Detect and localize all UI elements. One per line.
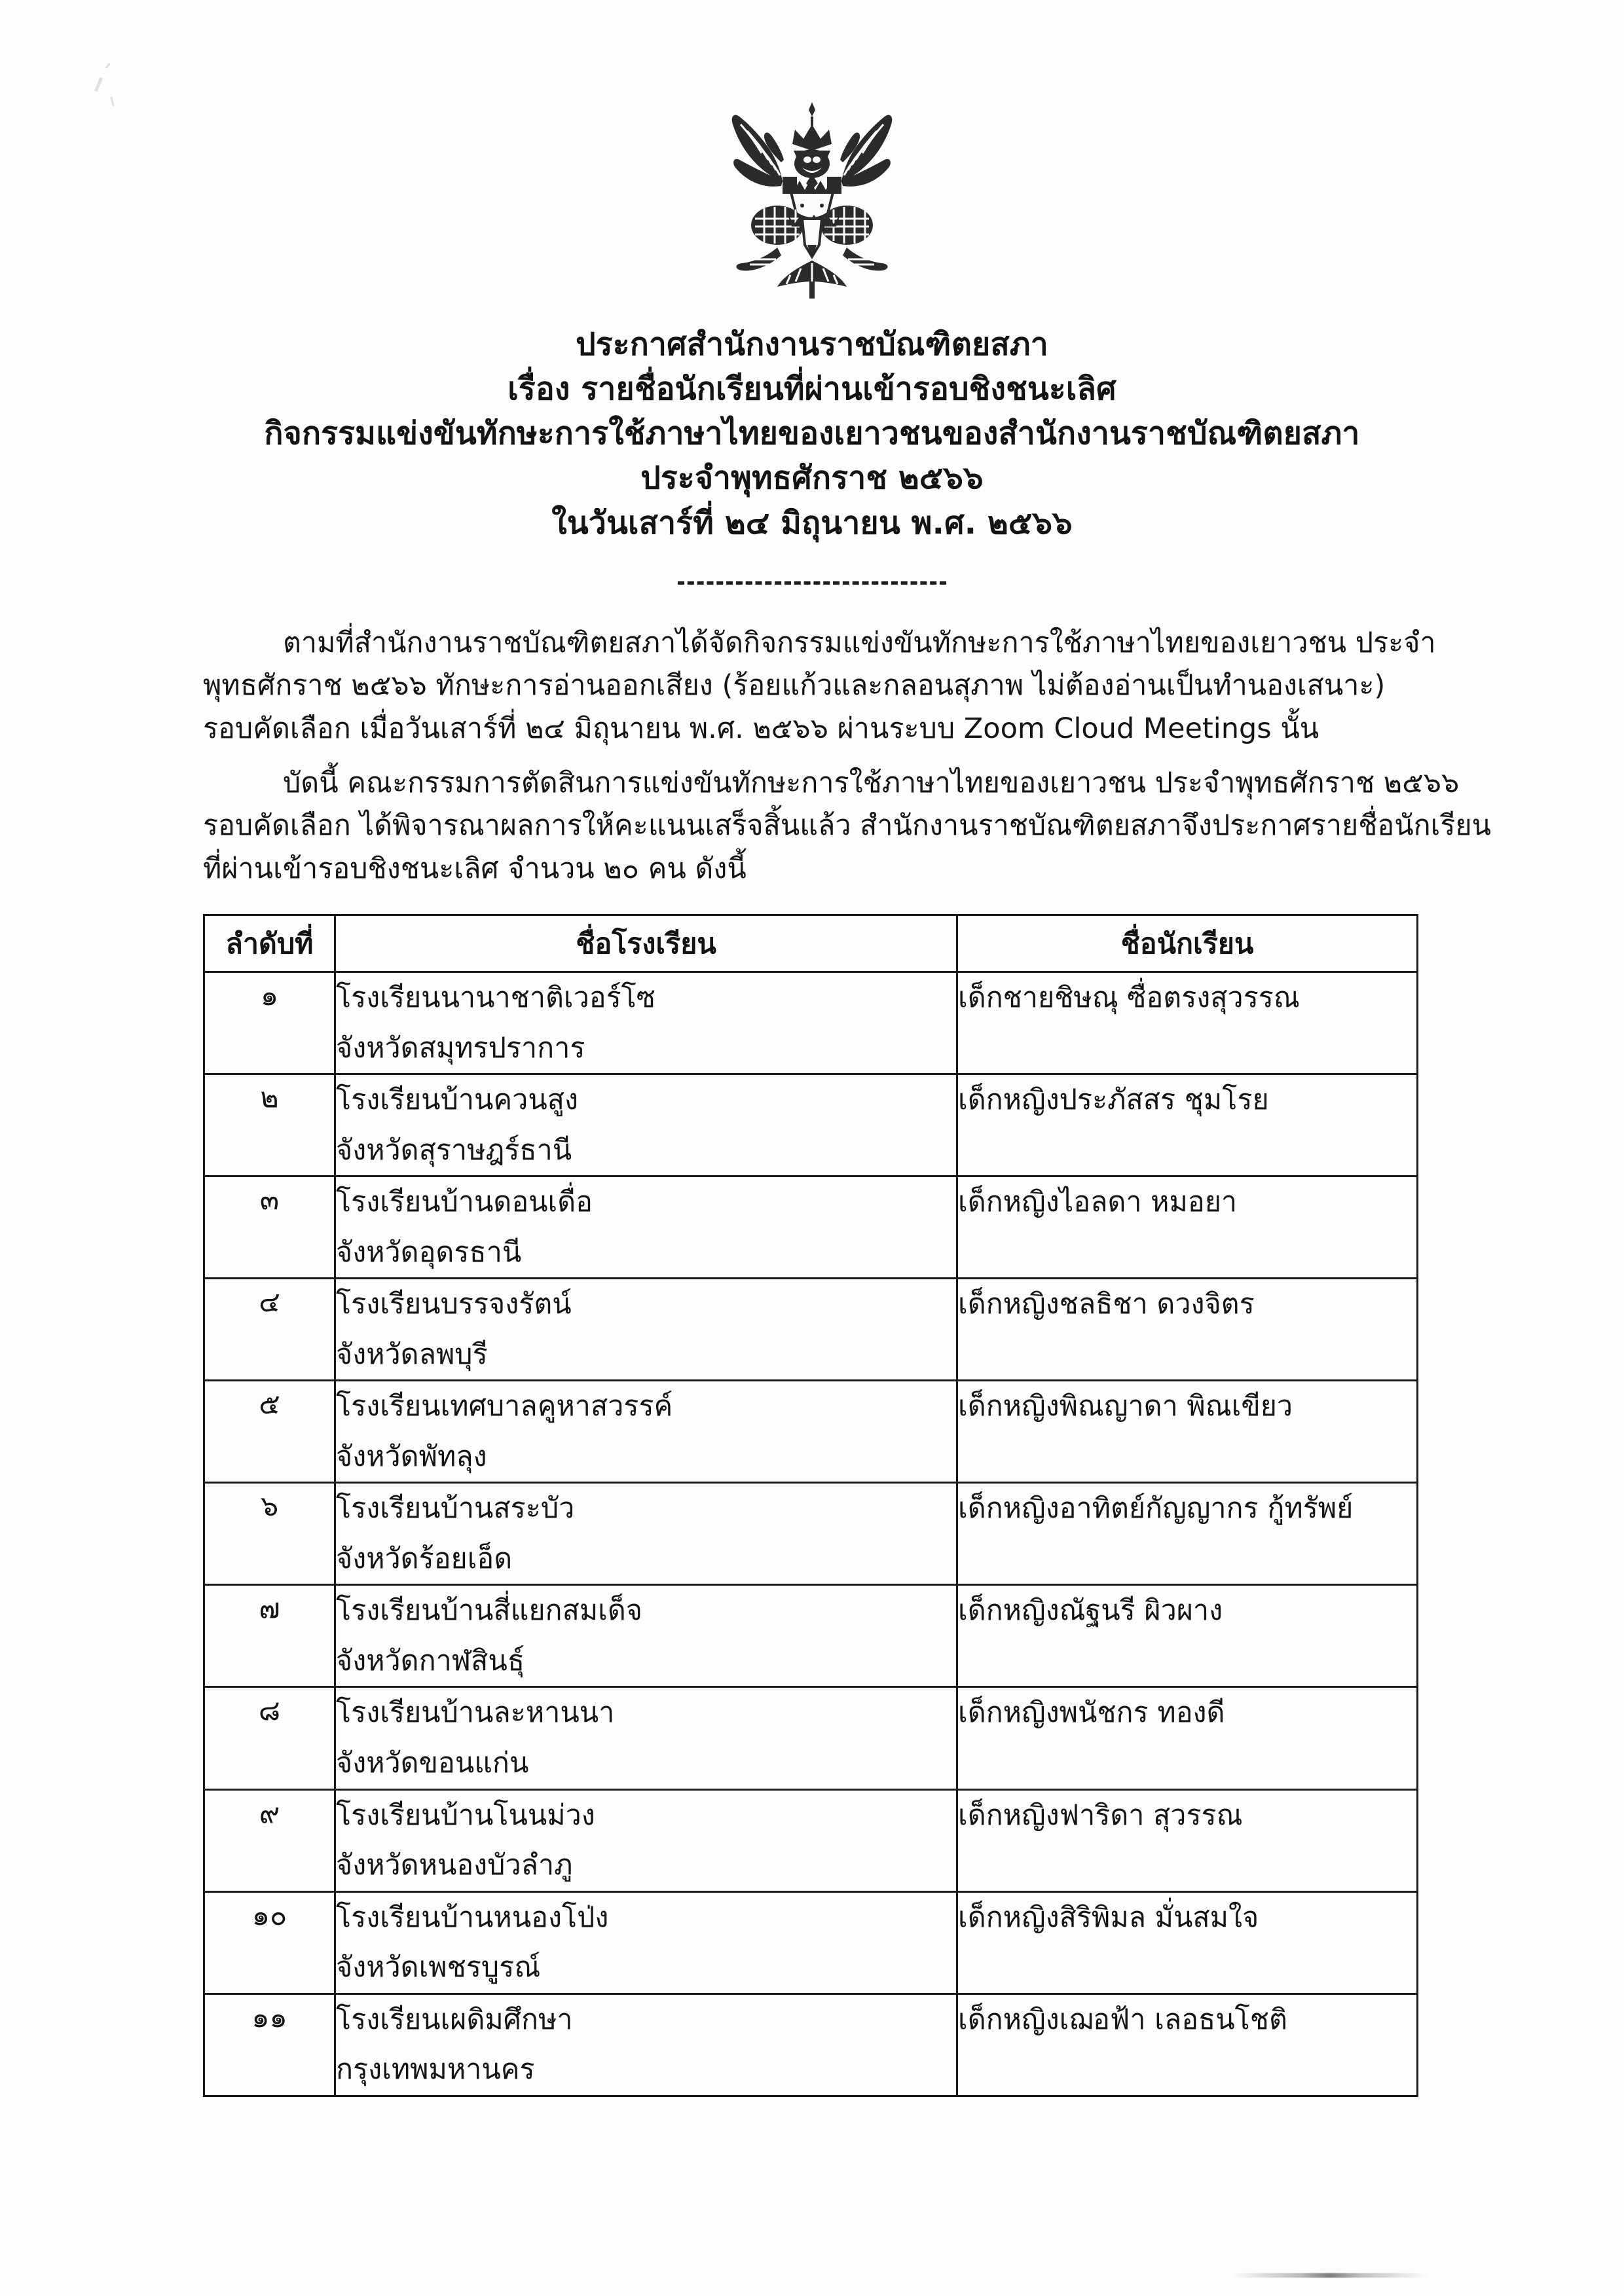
cell-school	[335, 1176, 957, 1279]
cell-school	[335, 1891, 957, 1994]
cell-school	[335, 1994, 957, 2096]
cell-student: เด็กหญิงสิริพิมล มั่นสมใจ	[957, 1891, 1418, 1994]
school-name: โรงเรียนบ้านสี่แยกสมเด็จ	[336, 1594, 643, 1628]
emblem-container	[0, 90, 1624, 300]
cell-student: เด็กหญิงณัฐนรี ผิวผาง	[957, 1585, 1418, 1687]
cell-school	[335, 1381, 957, 1483]
cell-no: ๓	[204, 1176, 335, 1279]
paragraph-1	[203, 622, 1436, 750]
table-row	[204, 1074, 1418, 1176]
school-province: จังหวัดสุราษฎร์ธานี	[336, 1133, 572, 1167]
cell-no: ๖	[204, 1483, 335, 1585]
results-table	[203, 914, 1418, 2097]
table-header-row	[204, 915, 1418, 972]
school-name: โรงเรียนบ้านควนสูง	[336, 1084, 578, 1117]
table-row	[204, 1176, 1418, 1279]
table-row	[204, 1585, 1418, 1687]
cell-student: เด็กหญิงชลธิชา ดวงจิตร	[957, 1279, 1418, 1381]
column-header-no: ลำดับที่	[204, 915, 335, 972]
cell-no: ๘	[204, 1687, 335, 1789]
paragraph-2-line-1: บัดนี้ คณะกรรมการตัดสินการแข่งขันทักษะการใช้ภาษาไทยของเยาวชน ประจำพุทธศักราช ๒๕๖๖	[283, 767, 1460, 800]
cell-student: เด็กหญิงพนัชกร ทองดี	[957, 1687, 1418, 1789]
school-province: จังหวัดอุดรธานี	[336, 1235, 522, 1269]
paragraph-1-line-2: พุทธศักราช ๒๕๖๖ ทักษะการอ่านออกเสียง (ร้อยแก้วและกลอนสุภาพ ไม่ต้องอ่านเป็นทำนองเสนาะ)	[203, 669, 1386, 702]
body-text	[203, 622, 1492, 890]
cell-no: ๑๐	[204, 1891, 335, 1994]
cell-no: ๗	[204, 1585, 335, 1687]
school-name: โรงเรียนเผดิมศึกษา	[336, 2003, 573, 2036]
paragraph-1-line-1: ตามที่สำนักงานราชบัณฑิตยสภาได้จัดกิจกรรมแข่งขันทักษะการใช้ภาษาไทยของเยาวชน ประจำ	[283, 627, 1436, 659]
title-line-4: ประจำพุทธศักราช ๒๕๖๖	[640, 460, 984, 497]
column-header-student: ชื่อนักเรียน	[957, 915, 1418, 972]
title-line-5: ในวันเสาร์ที่ ๒๔ มิถุนายน พ.ศ. ๒๕๖๖	[551, 504, 1073, 541]
cell-no: ๑	[204, 972, 335, 1074]
cell-student: เด็กหญิงประภัสสร ชุมโรย	[957, 1074, 1418, 1176]
table-row	[204, 1687, 1418, 1789]
cell-school	[335, 1687, 957, 1789]
cell-student: เด็กหญิงอาทิตย์กัญญากร กู้ทรัพย์	[957, 1483, 1418, 1585]
school-name: โรงเรียนบ้านดอนเดื่อ	[336, 1186, 593, 1219]
paragraph-2-line-2: รอบคัดเลือก ได้พิจารณาผลการให้คะแนนเสร็จสิ้นแล้ว สำนักงานราชบัณฑิตยสภาจึงประกาศรายชื่อนักเรียน	[203, 809, 1492, 843]
cell-no: ๑๑	[204, 1994, 335, 2096]
cell-school	[335, 1279, 957, 1381]
table-row	[204, 1483, 1418, 1585]
school-name: โรงเรียนบ้านโนนม่วง	[336, 1798, 595, 1832]
school-name: โรงเรียนบรรจงรัตน์	[336, 1288, 572, 1321]
cell-no: ๙	[204, 1789, 335, 1891]
school-name: โรงเรียนเทศบาลคูหาสวรรค์	[336, 1390, 673, 1423]
cell-student: เด็กหญิงฟาริดา สุวรรณ	[957, 1789, 1418, 1891]
scan-artifact	[94, 77, 103, 92]
section-divider	[0, 581, 1624, 585]
table-row	[204, 1381, 1418, 1483]
school-province: จังหวัดลพบุรี	[336, 1338, 488, 1371]
school-province: จังหวัดหนองบัวลำภู	[336, 1849, 573, 1882]
title-line-2: เรื่อง รายชื่อนักเรียนที่ผ่านเข้ารอบชิงชนะเลิศ	[507, 371, 1116, 408]
cell-no: ๕	[204, 1381, 335, 1483]
school-name: โรงเรียนนานาชาติเวอร์โซ	[336, 981, 655, 1014]
cell-student: เด็กหญิงไอลดา หมอยา	[957, 1176, 1418, 1279]
table-body	[204, 972, 1418, 2096]
table-row	[204, 1994, 1418, 2096]
table-row	[204, 1891, 1418, 1994]
school-province: จังหวัดกาฬสินธุ์	[336, 1644, 525, 1677]
cell-student: เด็กหญิงเฌอฟ้า เลอธนโชติ	[957, 1994, 1418, 2096]
school-province: กรุงเทพมหานคร	[336, 2053, 535, 2086]
cell-school	[335, 1074, 957, 1176]
school-name: โรงเรียนบ้านสระบัว	[336, 1492, 575, 1525]
paragraph-1-line-3: รอบคัดเลือก เมื่อวันเสาร์ที่ ๒๔ มิถุนายน พ.ศ. ๒๕๖๖ ผ่านระบบ Zoom Cloud Meetings นั้น	[203, 712, 1320, 745]
school-name: โรงเรียนบ้านหนองโป่ง	[336, 1901, 609, 1934]
document-title-block	[0, 322, 1624, 545]
paragraph-2	[203, 762, 1492, 890]
cell-school	[335, 1483, 957, 1585]
paragraph-2-line-3: ที่ผ่านเข้ารอบชิงชนะเลิศ จำนวน ๒๐ คน ดังนี้	[203, 852, 747, 885]
table-row	[204, 972, 1418, 1074]
school-province: จังหวัดเพชรบูรณ์	[336, 1951, 541, 1984]
cell-no: ๔	[204, 1279, 335, 1381]
school-province: จังหวัดขอนแก่น	[336, 1746, 529, 1779]
title-line-3: กิจกรรมแข่งขันทักษะการใช้ภาษาไทยของเยาวชนของสำนักงานราชบัณฑิตยสภา	[264, 415, 1360, 452]
school-province: จังหวัดสมุทรปราการ	[336, 1031, 585, 1065]
cell-school	[335, 1585, 957, 1687]
cell-student: เด็กหญิงพิณญาดา พิณเขียว	[957, 1381, 1418, 1483]
scan-artifact-bottom	[1231, 2273, 1428, 2278]
title-line-1: ประกาศสำนักงานราชบัณฑิตยสภา	[576, 326, 1048, 363]
school-province: จังหวัดร้อยเอ็ด	[336, 1542, 513, 1575]
school-name: โรงเรียนบ้านละหานนา	[336, 1696, 615, 1730]
table-row	[204, 1789, 1418, 1891]
cell-student: เด็กชายชิษณุ ซื่อตรงสุวรรณ	[957, 972, 1418, 1074]
school-province: จังหวัดพัทลุง	[336, 1440, 487, 1473]
garuda-emblem	[704, 90, 920, 300]
cell-school	[335, 1789, 957, 1891]
table-row	[204, 1279, 1418, 1381]
cell-no: ๒	[204, 1074, 335, 1176]
scan-artifact	[105, 63, 110, 69]
cell-school	[335, 972, 957, 1074]
column-header-school: ชื่อโรงเรียน	[335, 915, 957, 972]
